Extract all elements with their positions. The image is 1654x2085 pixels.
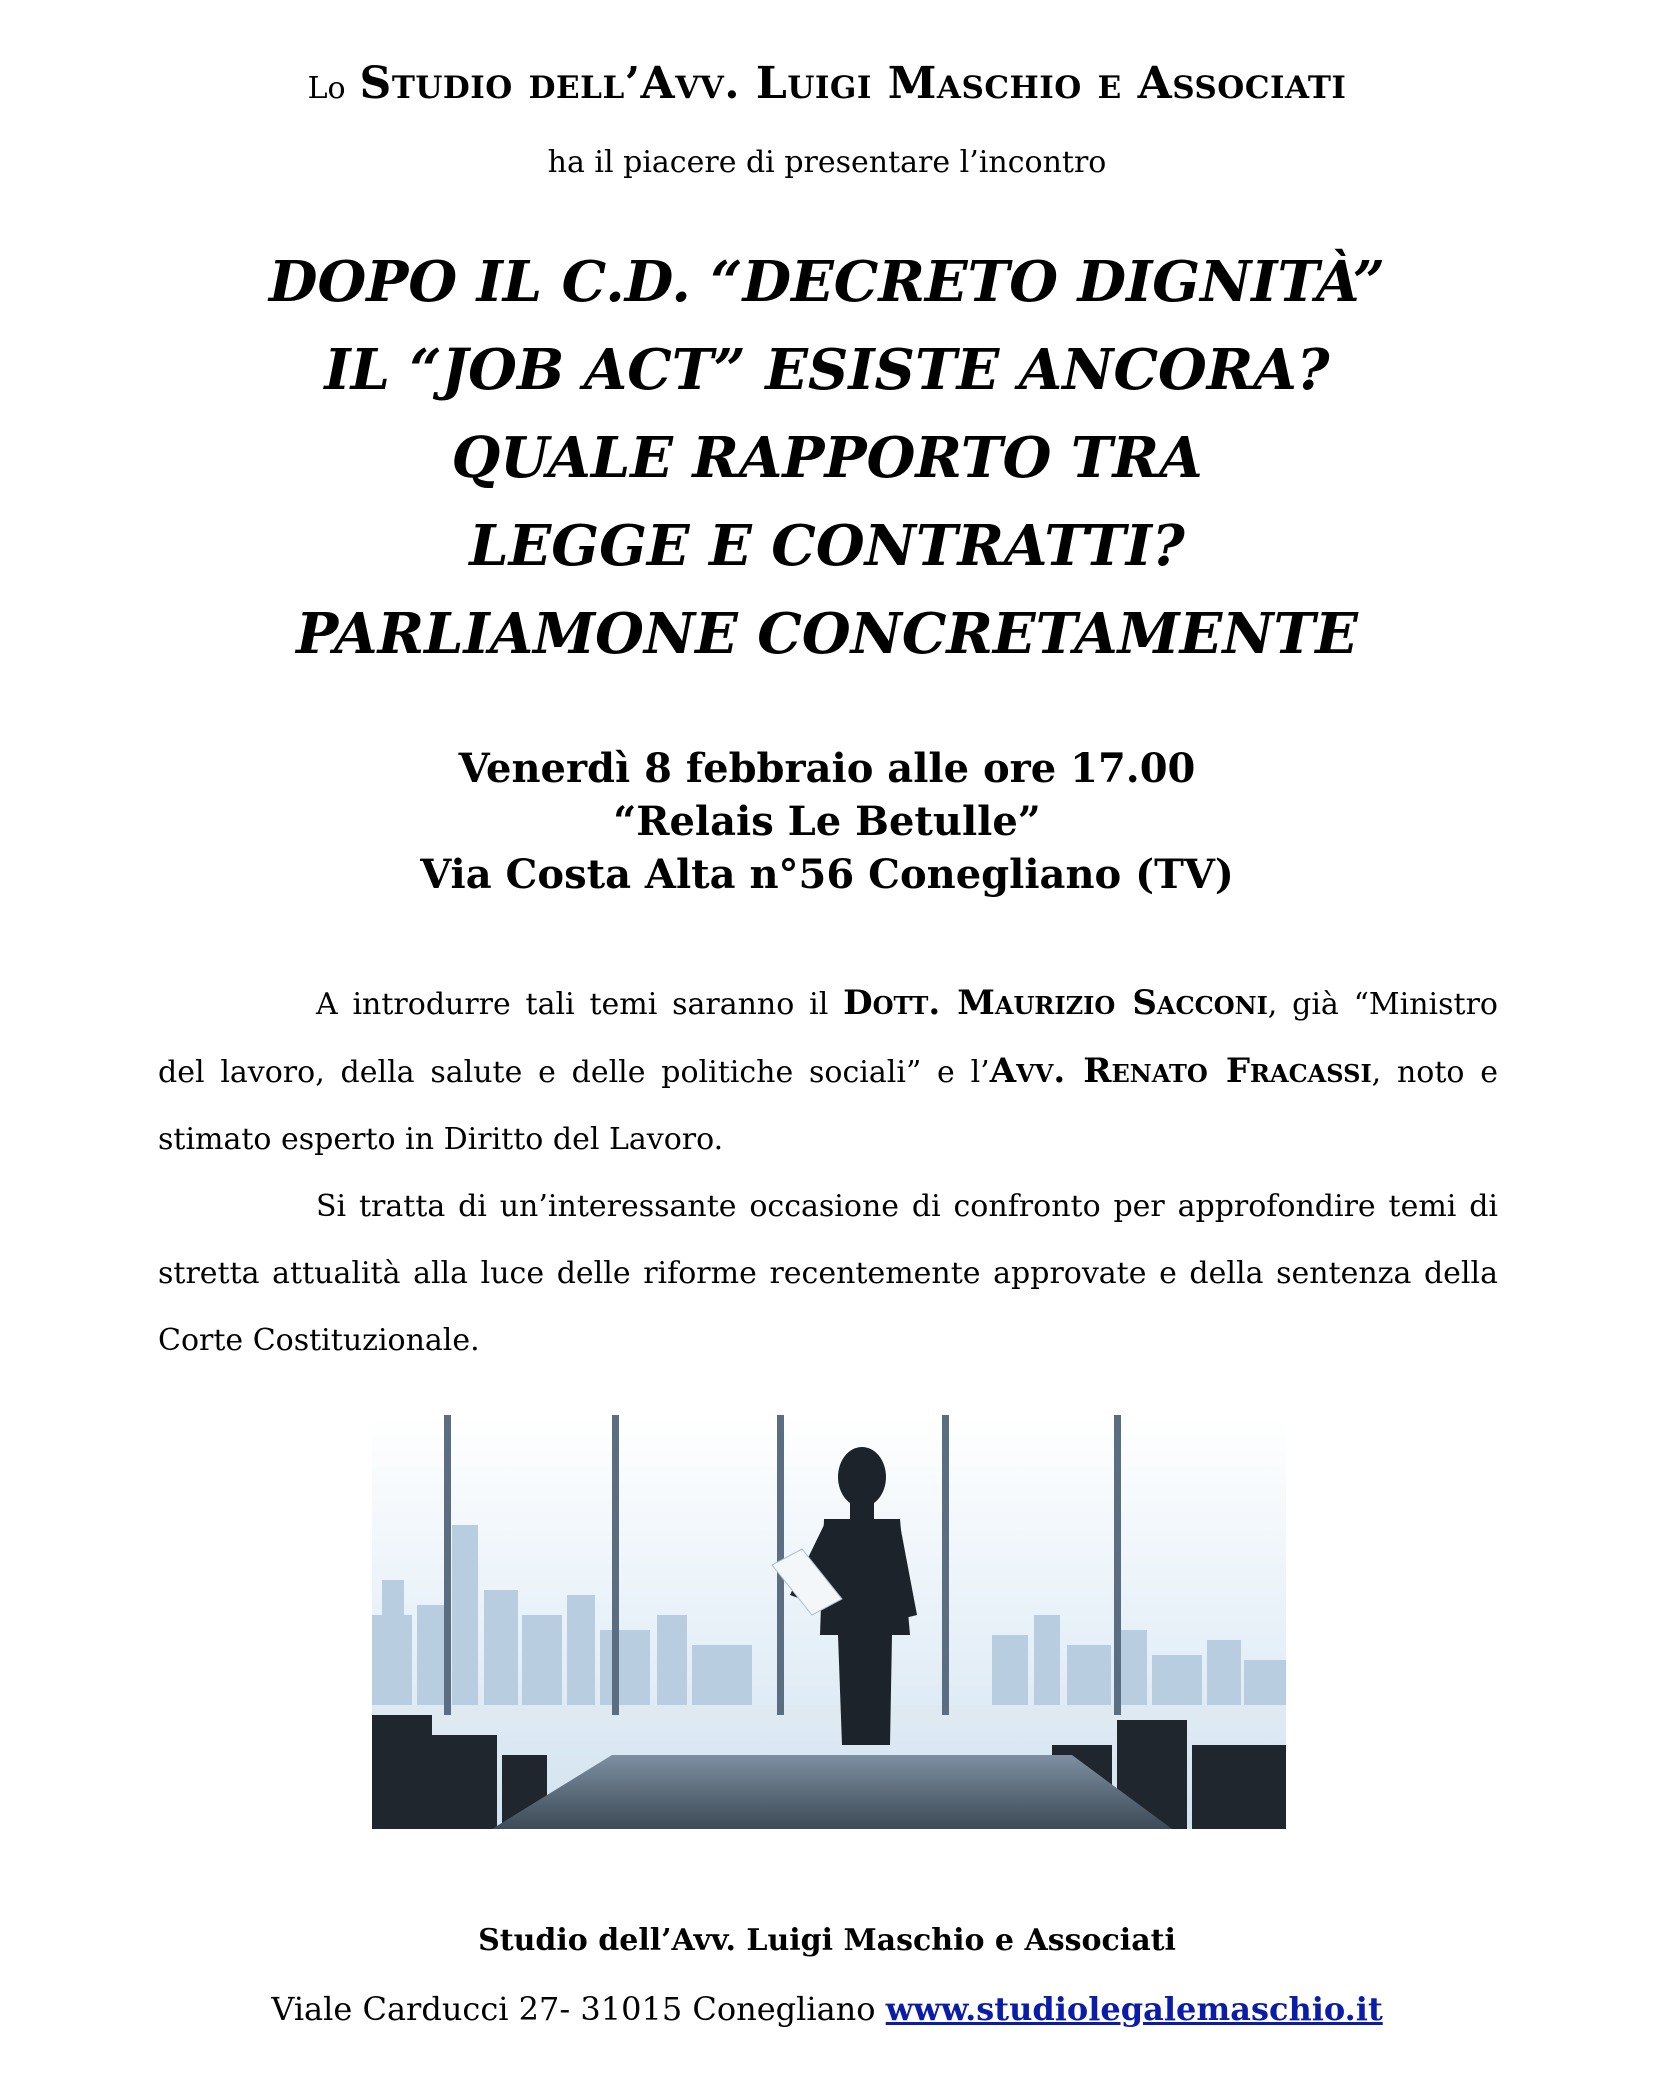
event-headline bbox=[0, 238, 1654, 678]
website-link[interactable]: www.studiolegalemaschio.it bbox=[885, 1990, 1383, 2028]
event-date: Venerdì 8 febbraio alle ore 17.00 bbox=[458, 745, 1196, 792]
paragraph-description: Si tratta di un’interessante occasione di confronto per approfondire temi di stretta attualità alla luce delle riforme recentemente approvate e della sentenza della Corte Costituzionale. bbox=[158, 1189, 1498, 1358]
intro-subtitle: ha il piacere di presentare l’incontro bbox=[547, 145, 1107, 180]
paragraph-speakers bbox=[158, 970, 1498, 1173]
text-fragment: , già “Ministro del lavoro, della salute e delle politiche sociali” e l’ bbox=[158, 987, 1498, 1090]
headline-line: PARLIAMONE CONCRETAMENTE bbox=[296, 601, 1358, 667]
headline-line: IL “JOB ACT” ESISTE ANCORA? bbox=[324, 337, 1330, 403]
speaker-name: Dott. Maurizio Sacconi bbox=[843, 983, 1268, 1023]
speaker-name: Avv. Renato Fracassi bbox=[989, 1051, 1372, 1091]
headline-line: LEGGE E CONTRATTI? bbox=[469, 513, 1185, 579]
text-fragment: A introdurre tali temi saranno il bbox=[316, 987, 844, 1022]
office-photo bbox=[372, 1415, 1286, 1829]
organizer-name: Studio dell’Avv. Luigi Maschio e Associati bbox=[359, 58, 1347, 109]
organizer-prefix: Lo bbox=[307, 71, 346, 106]
text-fragment: , noto e stimato esperto in Diritto del Lavoro. bbox=[158, 1055, 1498, 1157]
footer-organizer: Studio dell’Avv. Luigi Maschio e Associati bbox=[478, 1923, 1176, 1958]
body-text bbox=[158, 970, 1498, 1374]
footer-address: Viale Carducci 27- 31015 Conegliano bbox=[271, 1990, 886, 2028]
organizer-line bbox=[0, 58, 1654, 109]
event-address: Via Costa Alta n°56 Conegliano (TV) bbox=[420, 851, 1234, 898]
headline-line: QUALE RAPPORTO TRA bbox=[451, 425, 1203, 491]
headline-line: DOPO IL C.D. “DECRETO DIGNITÀ” bbox=[268, 249, 1386, 315]
event-details bbox=[0, 742, 1654, 901]
event-venue: “Relais Le Betulle” bbox=[613, 798, 1041, 845]
footer-address-line bbox=[0, 1990, 1654, 2028]
